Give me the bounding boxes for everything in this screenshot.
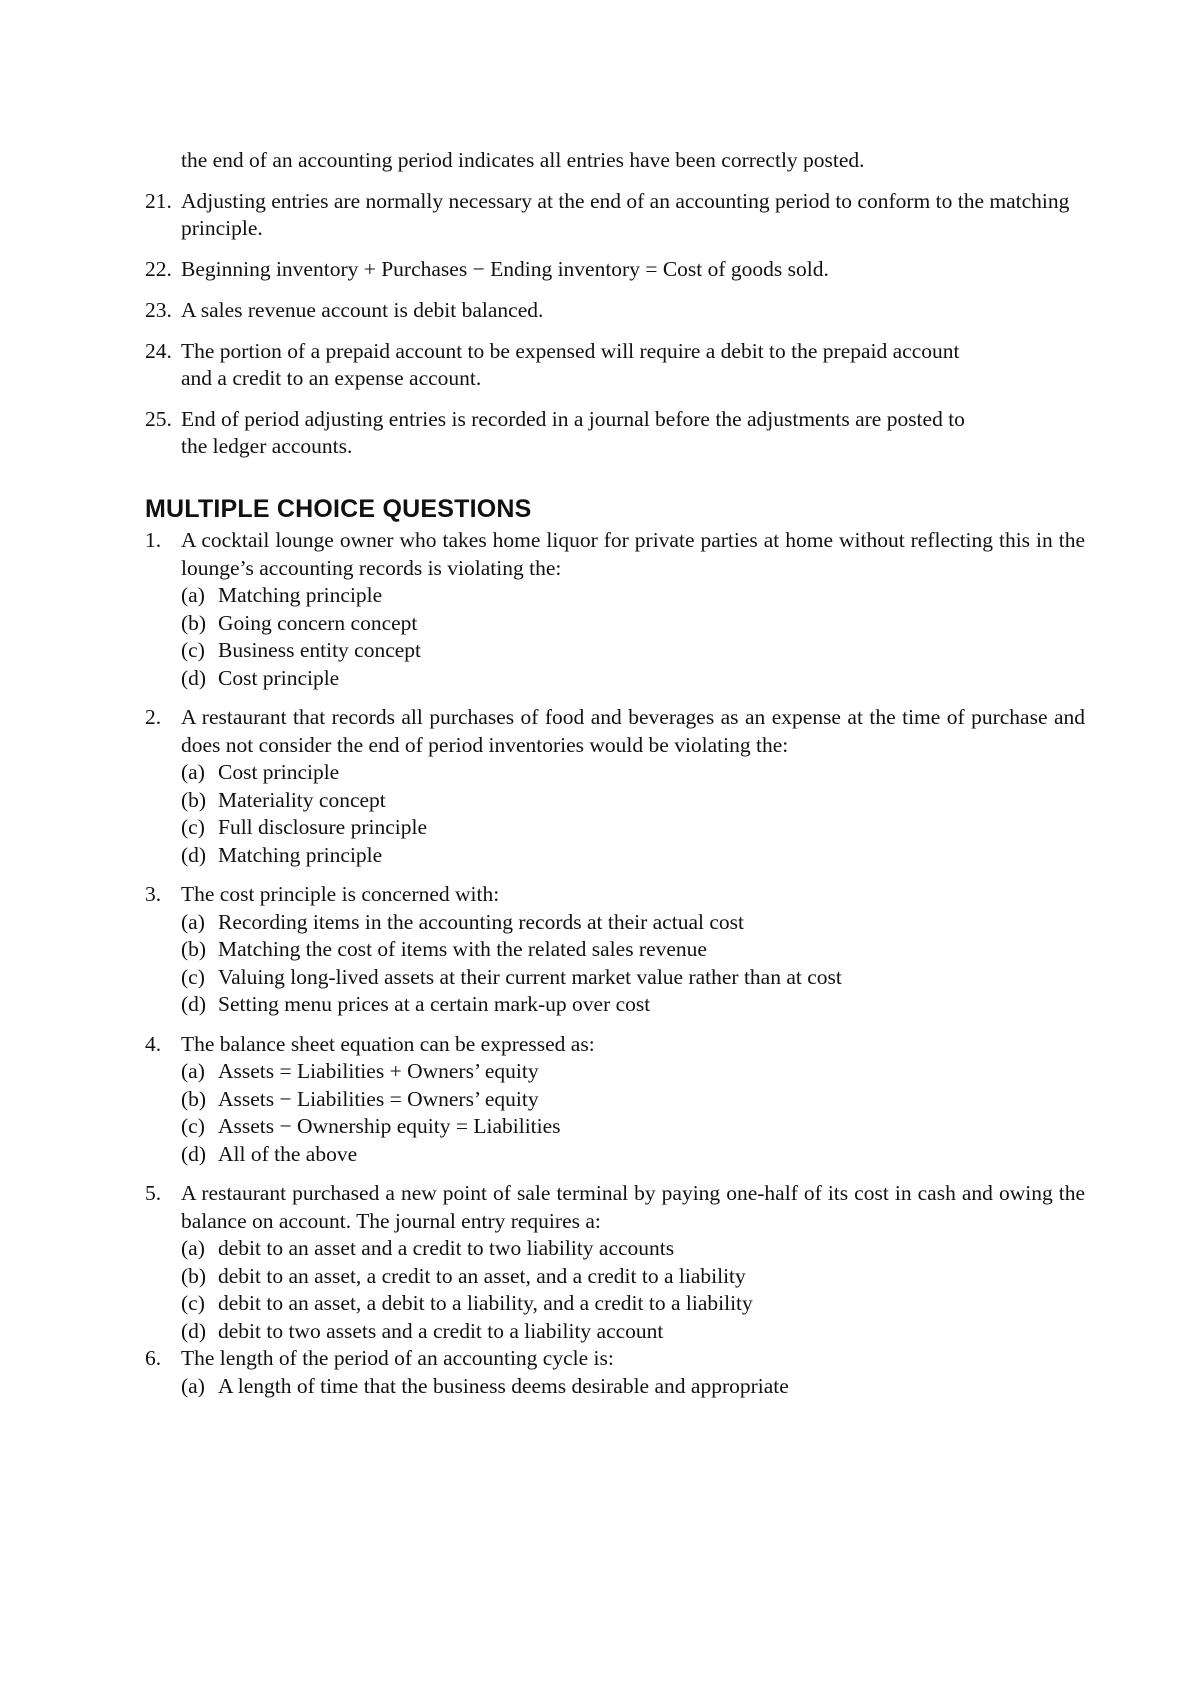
question-2 xyxy=(145,704,1085,869)
option-letter: (d) xyxy=(181,992,207,1016)
option-letter: (a) xyxy=(181,1373,205,1398)
true-false-list xyxy=(145,147,1085,474)
option-text: Matching principle xyxy=(218,842,383,867)
section-title: MULTIPLE CHOICE QUESTIONS xyxy=(145,495,532,523)
option-letter: (b) xyxy=(181,1263,207,1288)
option xyxy=(181,1086,1085,1114)
option-letter: (a) xyxy=(181,1236,205,1260)
question-stem: A restaurant purchased a new point of sale terminal by paying one-half of its cost in cash and owing the balance on account. The journal entry requires a: xyxy=(181,1181,1085,1233)
statement-number: 21. xyxy=(145,189,172,213)
option-letter: (a) xyxy=(181,909,205,934)
option-text: debit to an asset, a credit to an asset, and a credit to a liability xyxy=(218,1263,746,1288)
question-body xyxy=(181,1031,1085,1169)
option xyxy=(181,814,1085,842)
question-number: 5. xyxy=(145,1181,162,1205)
option-text: Recording items in the accounting records at their actual cost xyxy=(218,909,744,934)
option-letter: (c) xyxy=(181,964,205,989)
option-letter: (a) xyxy=(181,760,205,784)
statement-23 xyxy=(145,297,1085,324)
statement-number: 22. xyxy=(145,257,172,281)
option xyxy=(181,787,1085,815)
option xyxy=(181,637,1085,665)
statement-25 xyxy=(145,406,1085,460)
option-letter: (c) xyxy=(181,815,205,839)
option-letter: (c) xyxy=(181,638,205,662)
option xyxy=(181,1113,1085,1141)
option-letter: (c) xyxy=(181,1114,205,1138)
option xyxy=(181,1235,1085,1263)
question-stem: The length of the period of an accounting cycle is: xyxy=(181,1346,614,1370)
statement-text: A sales revenue account is debit balanced. xyxy=(181,298,544,322)
statement-21 xyxy=(145,188,1085,242)
question-body xyxy=(181,1180,1085,1345)
option xyxy=(181,964,1085,992)
option xyxy=(181,1290,1085,1318)
question-stem: The cost principle is concerned with: xyxy=(181,882,500,906)
question-1 xyxy=(145,527,1085,692)
option-text: Going concern concept xyxy=(218,610,418,635)
option-text: Matching the cost of items with the related sales revenue xyxy=(218,937,707,961)
option-letter: (b) xyxy=(181,610,207,635)
question-body xyxy=(181,881,1085,1019)
question-number: 2. xyxy=(145,705,162,729)
statement-22 xyxy=(145,256,1085,283)
option-text: Matching principle xyxy=(218,583,383,607)
question-body xyxy=(181,527,1085,692)
option xyxy=(181,759,1085,787)
option-text: Business entity concept xyxy=(218,638,422,662)
option-text: Full disclosure principle xyxy=(218,815,427,839)
option xyxy=(181,1373,1085,1401)
statement-number: 24. xyxy=(145,339,172,363)
option xyxy=(181,610,1085,638)
option-text: debit to an asset, a debit to a liability, and a credit to a liability xyxy=(218,1291,753,1315)
option-letter: (d) xyxy=(181,665,207,690)
option-text: debit to an asset and a credit to two liability accounts xyxy=(218,1236,675,1260)
question-body xyxy=(181,1345,1085,1400)
option-letter: (d) xyxy=(181,842,207,867)
option xyxy=(181,1318,1085,1346)
option xyxy=(181,1141,1085,1169)
multiple-choice-list xyxy=(145,527,1085,1412)
option-text: Materiality concept xyxy=(218,787,386,812)
option-text: Setting menu prices at a certain mark-up over cost xyxy=(218,992,651,1016)
option xyxy=(181,1058,1085,1086)
option-text: Valuing long-lived assets at their current market value rather than at cost xyxy=(218,964,842,989)
option-text: All of the above xyxy=(218,1141,358,1166)
option xyxy=(181,991,1085,1019)
statement-text: The portion of a prepaid account to be expensed will require a debit to the prepaid account and a credit to an expense account. xyxy=(181,339,960,390)
option xyxy=(181,936,1085,964)
continued-statement: the end of an accounting period indicates all entries have been correctly posted. xyxy=(181,148,865,172)
option xyxy=(181,665,1085,693)
option xyxy=(181,842,1085,870)
option-text: A length of time that the business deems desirable and appropriate xyxy=(218,1373,789,1398)
statement-text: Beginning inventory + Purchases − Ending inventory = Cost of goods sold. xyxy=(181,257,829,281)
question-stem: The balance sheet equation can be expressed as: xyxy=(181,1031,595,1056)
option-letter: (d) xyxy=(181,1318,207,1343)
option-text: Cost principle xyxy=(218,665,340,690)
statement-number: 25. xyxy=(145,407,172,431)
statement-24 xyxy=(145,338,1085,392)
statement-number: 23. xyxy=(145,298,172,322)
option xyxy=(181,582,1085,610)
question-number: 3. xyxy=(145,882,162,906)
option-letter: (b) xyxy=(181,787,207,812)
option-letter: (c) xyxy=(181,1291,205,1315)
question-number: 6. xyxy=(145,1346,162,1370)
option-text: Assets = Liabilities + Owners’ equity xyxy=(218,1059,539,1083)
question-stem: A cocktail lounge owner who takes home liquor for private parties at home without reflecting this in the lounge’s accounting records is violating the: xyxy=(181,528,1085,580)
question-3 xyxy=(145,881,1085,1019)
statement-text: End of period adjusting entries is recorded in a journal before the adjustments are posted to the ledger accounts. xyxy=(181,407,965,458)
option-letter: (b) xyxy=(181,937,207,961)
question-number: 4. xyxy=(145,1031,162,1056)
option-text: Assets − Liabilities = Owners’ equity xyxy=(218,1086,539,1111)
option-text: Assets − Ownership equity = Liabilities xyxy=(218,1114,561,1138)
question-number: 1. xyxy=(145,528,162,552)
option-text: debit to two assets and a credit to a liability account xyxy=(218,1318,664,1343)
statement-text: Adjusting entries are normally necessary at the end of an accounting period to conform to the matching principle. xyxy=(181,189,1070,240)
question-stem: A restaurant that records all purchases of food and beverages as an expense at the time of purchase and does not consider the end of period inventories would be violating the: xyxy=(181,705,1085,757)
question-body xyxy=(181,704,1085,869)
option-text: Cost principle xyxy=(218,760,340,784)
option-letter: (a) xyxy=(181,583,205,607)
option-letter: (a) xyxy=(181,1059,205,1083)
option xyxy=(181,1263,1085,1291)
question-4 xyxy=(145,1031,1085,1169)
option-letter: (b) xyxy=(181,1086,207,1111)
option xyxy=(181,909,1085,937)
question-6 xyxy=(145,1345,1085,1400)
option-letter: (d) xyxy=(181,1141,207,1166)
question-5 xyxy=(145,1180,1085,1345)
